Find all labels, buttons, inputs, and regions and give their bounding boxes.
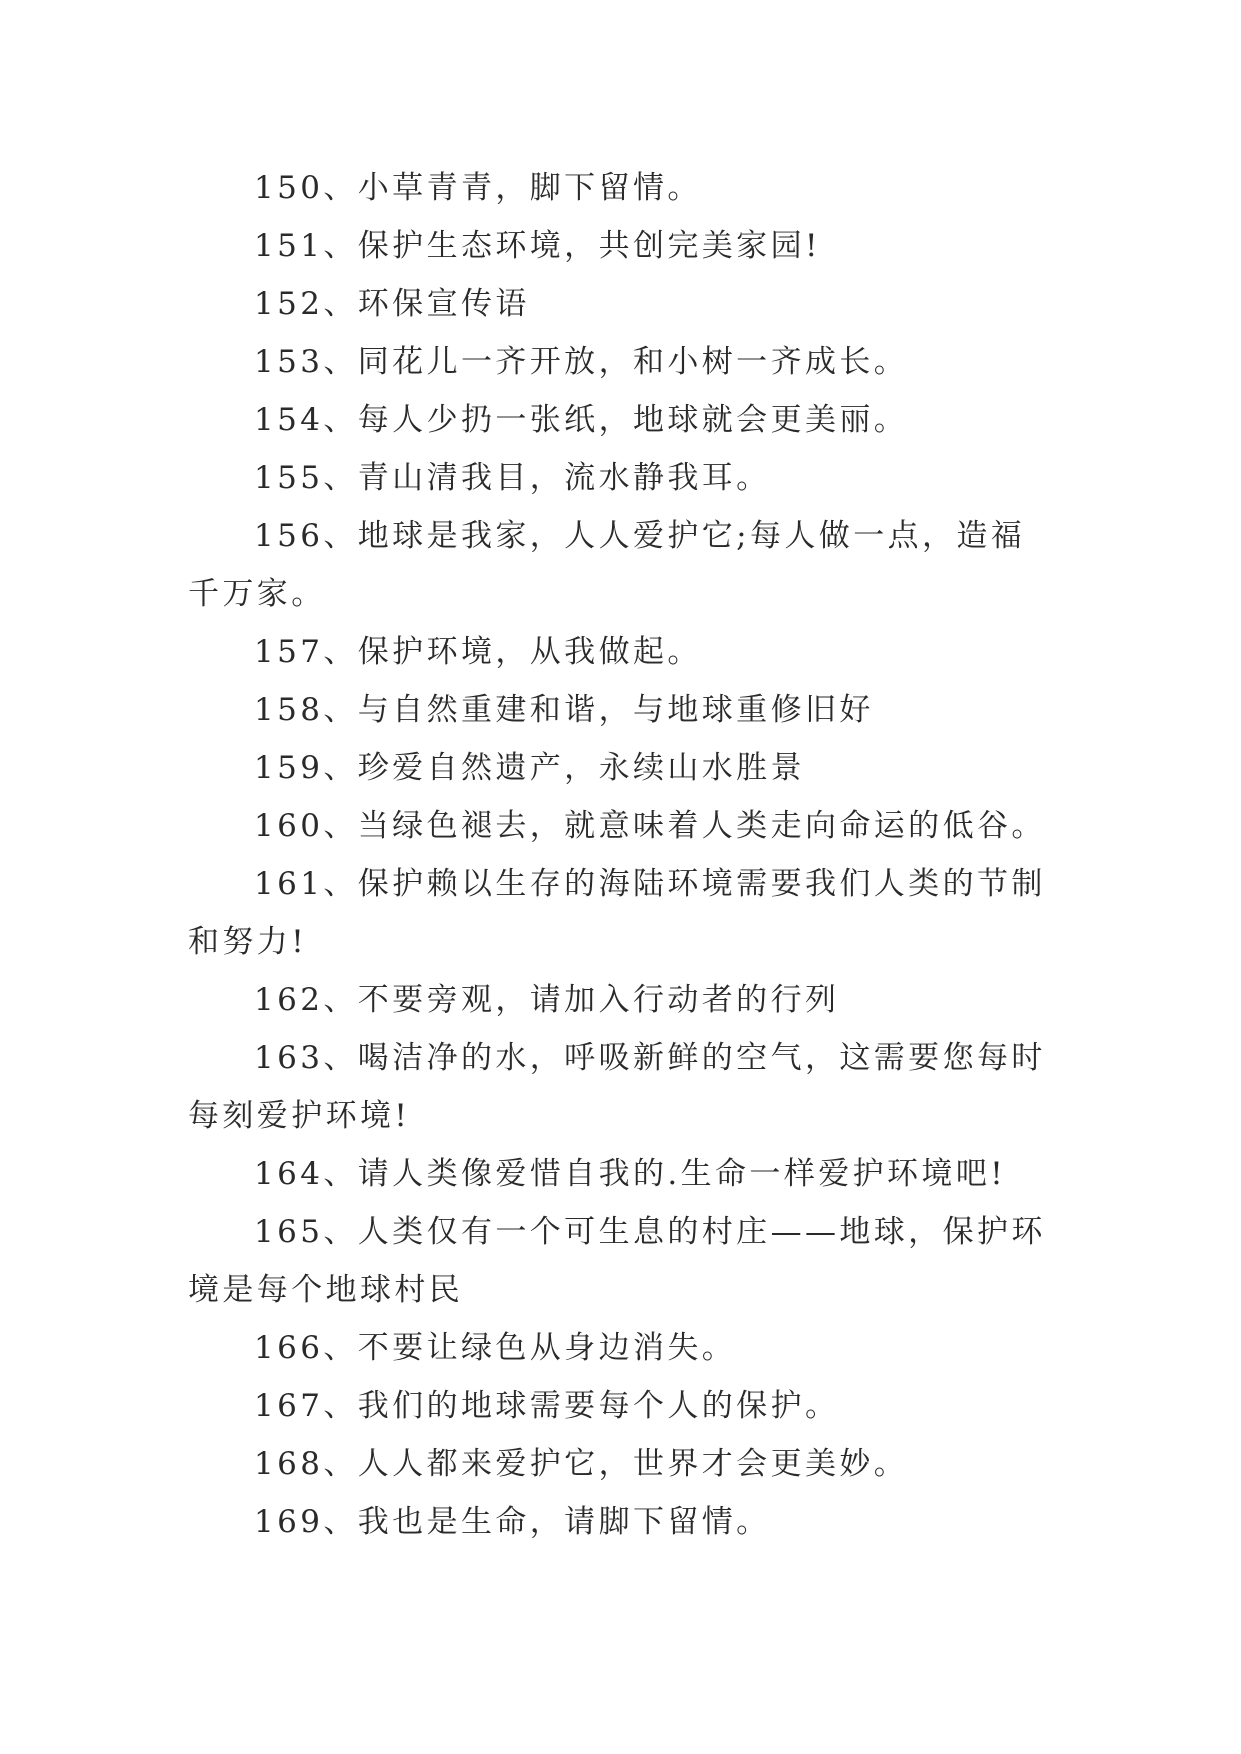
slogan-item: 168、人人都来爱护它，世界才会更美妙。 (254, 1446, 909, 1482)
slogan-item: 163、喝洁净的水，呼吸新鲜的空气，这需要您每时每刻爱护环境! (188, 1040, 1046, 1134)
slogan-item: 167、我们的地球需要每个人的保护。 (254, 1388, 840, 1424)
slogan-item: 154、每人少扔一张纸，地球就会更美丽。 (254, 402, 909, 438)
slogan-list (188, 159, 1052, 1551)
slogan-item: 160、当绿色褪去，就意味着人类走向命运的低谷。 (254, 808, 1046, 844)
slogan-item: 158、与自然重建和谐，与地球重修旧好 (254, 692, 874, 728)
slogan-item: 156、地球是我家，人人爱护它;每人做一点，造福千万家。 (188, 518, 1026, 612)
slogan-item: 165、人类仅有一个可生息的村庄——地球，保护环境是每个地球村民 (188, 1214, 1046, 1308)
slogan-item: 157、保护环境，从我做起。 (254, 634, 702, 670)
slogan-item: 169、我也是生命，请脚下留情。 (254, 1504, 771, 1540)
slogan-item: 153、同花儿一齐开放，和小树一齐成长。 (254, 344, 909, 380)
slogan-item: 155、青山清我目，流水静我耳。 (254, 460, 771, 496)
slogan-item: 164、请人类像爱惜自我的.生命一样爱护环境吧! (254, 1156, 1007, 1192)
slogan-item: 161、保护赖以生存的海陆环境需要我们人类的节制和努力! (188, 866, 1046, 960)
slogan-item: 150、小草青青，脚下留情。 (254, 170, 702, 206)
slogan-item: 151、保护生态环境，共创完美家园! (254, 228, 821, 264)
slogan-item: 162、不要旁观，请加入行动者的行列 (254, 982, 840, 1018)
slogan-item: 159、珍爱自然遗产，永续山水胜景 (254, 750, 805, 786)
slogan-item: 152、环保宣传语 (254, 286, 530, 322)
slogan-item: 166、不要让绿色从身边消失。 (254, 1330, 737, 1366)
